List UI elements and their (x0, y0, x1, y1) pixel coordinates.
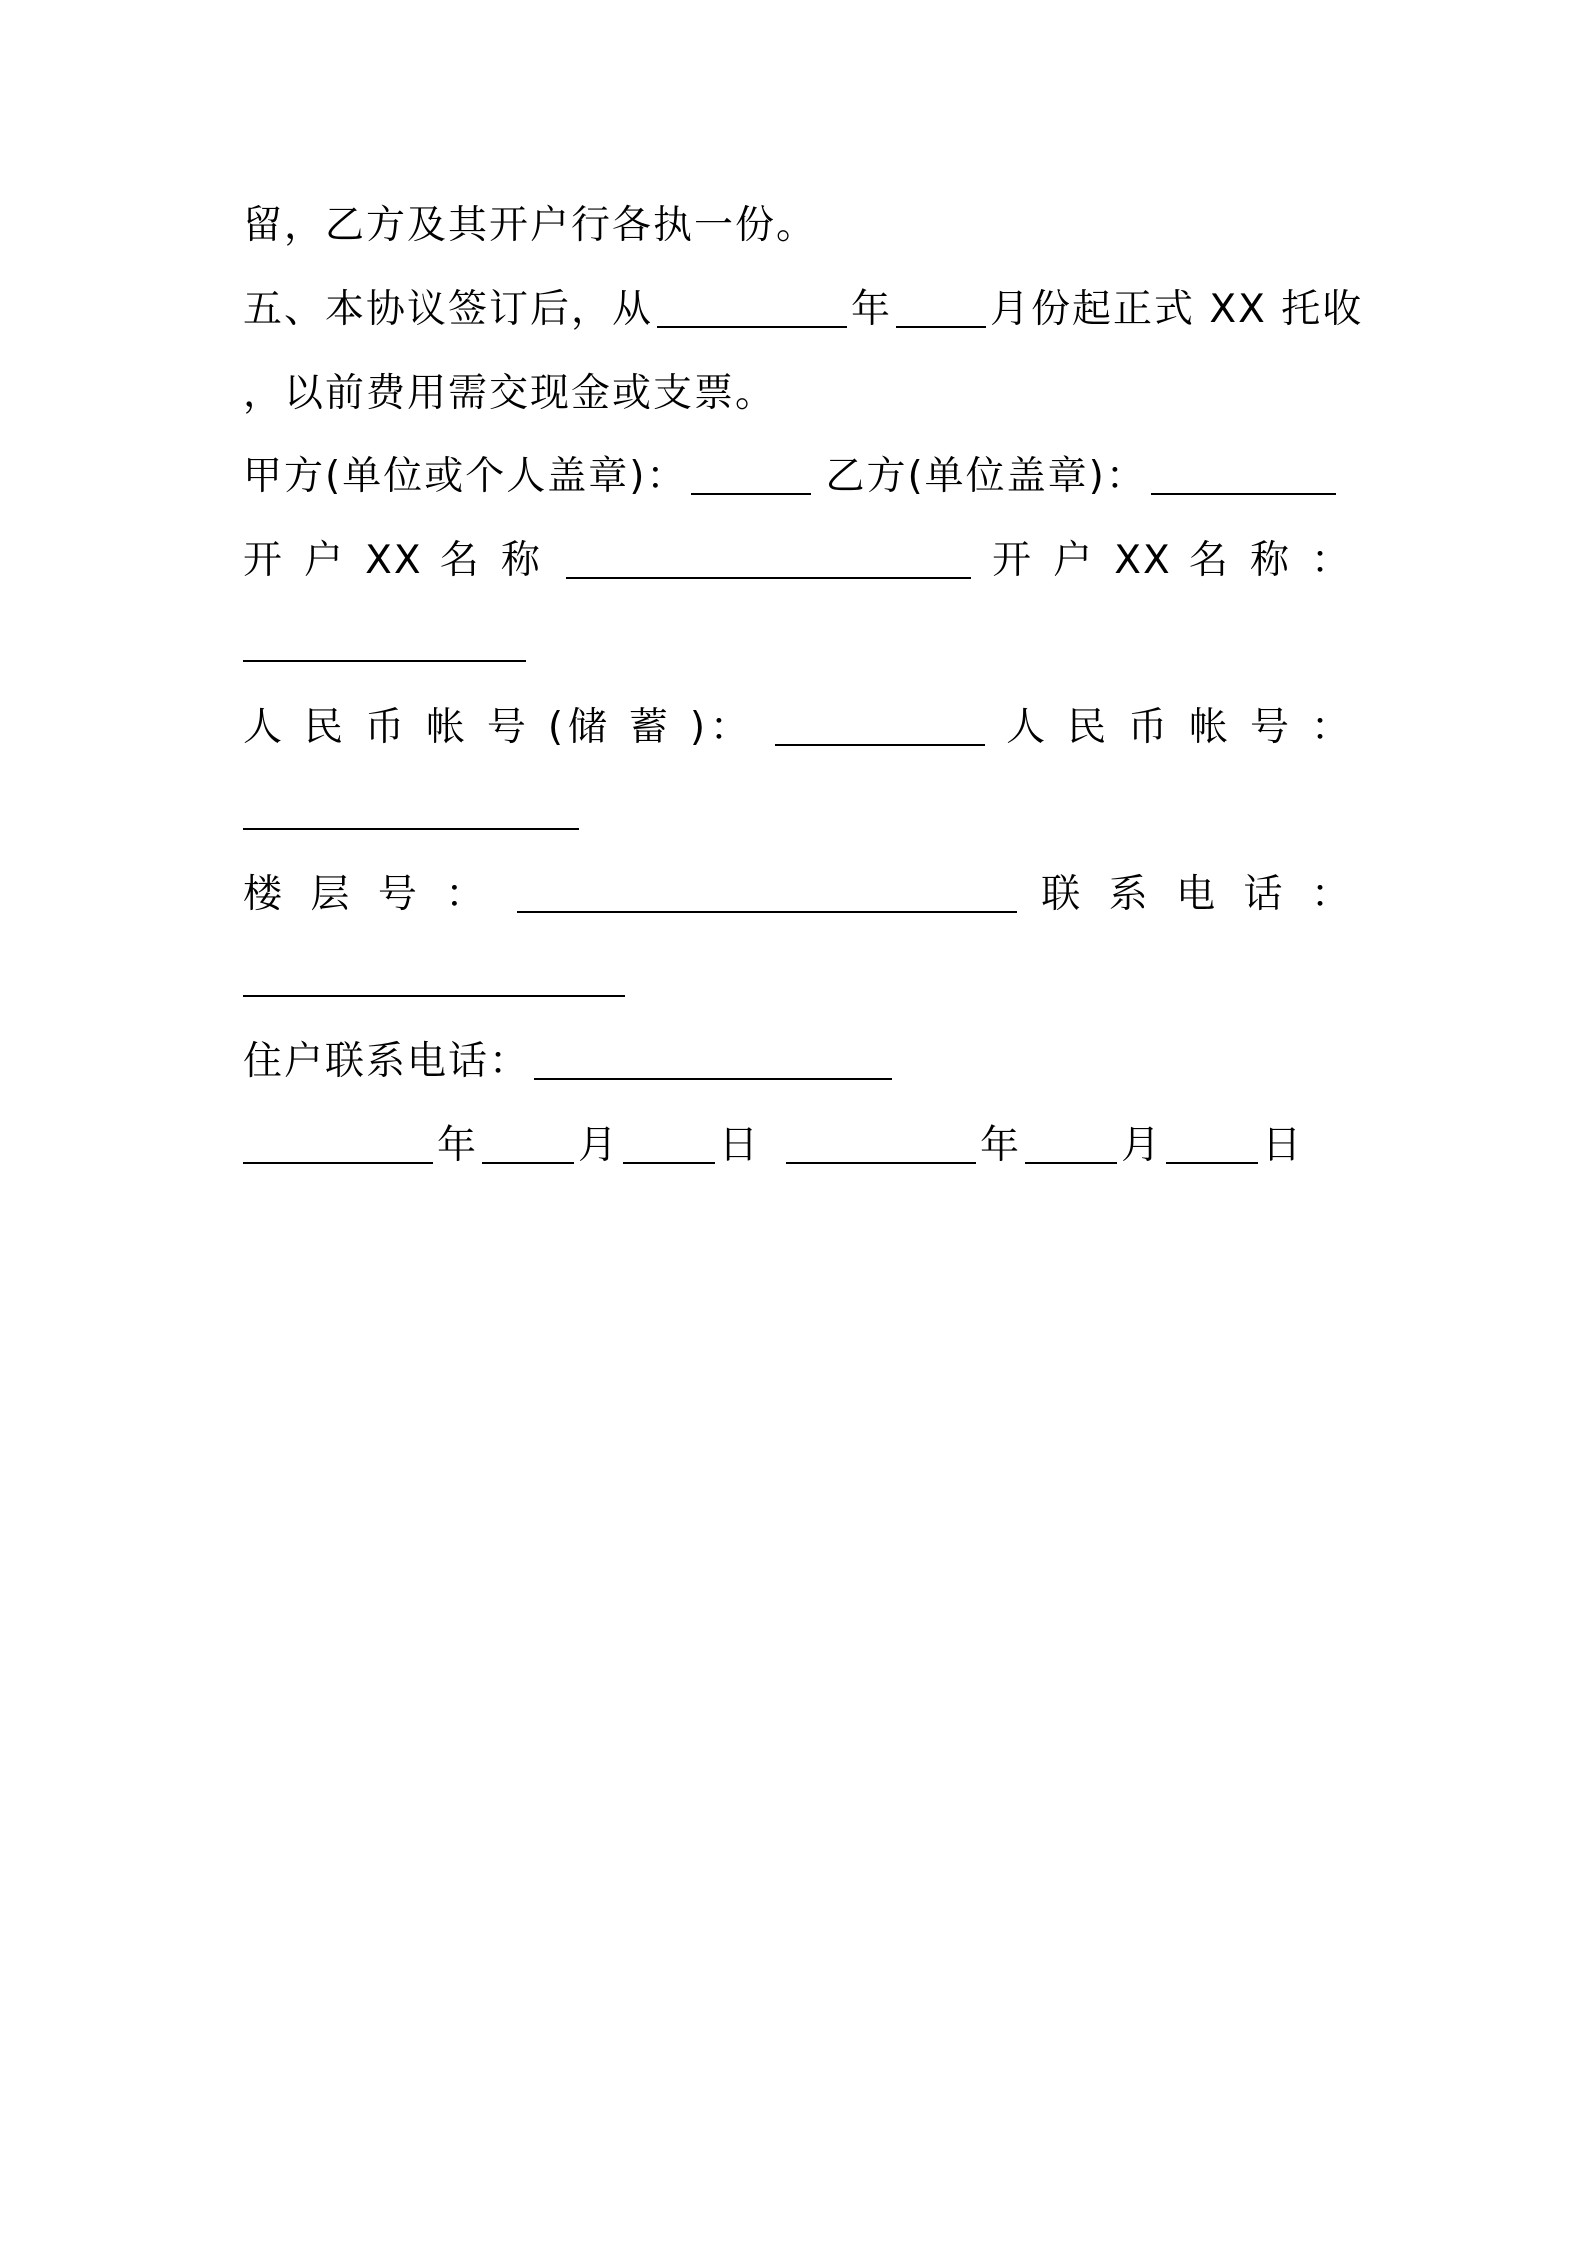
party-a-blank[interactable] (691, 457, 811, 495)
party-a-label: 甲方(单位或个人盖章)： (243, 454, 688, 499)
date-b-month-blank[interactable] (1025, 1126, 1117, 1164)
party-b-blank[interactable] (1151, 457, 1336, 495)
phone-label: 联 系 电 话 ： (1041, 872, 1352, 917)
date-b-month-label: 月 (1121, 1123, 1163, 1168)
party-a-account-blank[interactable] (775, 708, 985, 746)
date-a-year-label: 年 (437, 1123, 479, 1168)
floor-blank[interactable] (517, 875, 1017, 913)
party-b-bank-blank[interactable] (243, 624, 526, 662)
date-a-day-label: 日 (719, 1123, 761, 1168)
date-b-day-blank[interactable] (1166, 1126, 1258, 1164)
bank-name-continuation (243, 616, 530, 672)
date-line (243, 1118, 1303, 1174)
party-a-bank-label: 开 户 XX 名 称 (243, 538, 545, 583)
year-label: 年 (851, 287, 893, 332)
date-a-year-blank[interactable] (243, 1126, 433, 1164)
party-b-account-blank[interactable] (243, 792, 579, 830)
date-a-month-blank[interactable] (482, 1126, 574, 1164)
text-line-3: ，以前费用需交现金或支票。 (243, 371, 777, 416)
clause-five-prefix: 五、本协议签订后，从 (243, 287, 654, 332)
month-from-label: 月份起正式 XX 托收 (990, 287, 1364, 332)
start-year-blank[interactable] (657, 290, 847, 328)
date-b-year-label: 年 (980, 1123, 1022, 1168)
start-month-blank[interactable] (896, 290, 986, 328)
floor-label: 楼 层 号 ： (243, 872, 493, 917)
account-continuation (243, 784, 583, 840)
bank-name-line (243, 533, 1352, 589)
text-line-1: 留，乙方及其开户行各执一份。 (243, 203, 818, 248)
phone-continuation (243, 951, 629, 1007)
party-b-bank-label: 开 户 XX 名 称 ： (992, 538, 1352, 583)
date-b-day-label: 日 (1262, 1123, 1304, 1168)
party-a-account-label: 人 民 币 帐 号 (储 蓄 )： (243, 705, 754, 750)
party-b-label: 乙方(单位盖章)： (825, 454, 1147, 499)
date-a-day-blank[interactable] (623, 1126, 715, 1164)
floor-phone-line (243, 867, 1352, 923)
phone-blank[interactable] (243, 959, 625, 997)
date-b-year-blank[interactable] (786, 1126, 976, 1164)
text-line-2 (243, 282, 1363, 338)
account-line (243, 700, 1352, 756)
date-a-month-label: 月 (578, 1123, 620, 1168)
resident-phone-blank[interactable] (534, 1042, 892, 1080)
party-a-bank-blank[interactable] (566, 541, 971, 579)
party-b-account-label: 人 民 币 帐 号 ： (1006, 705, 1352, 750)
resident-phone-line (243, 1034, 896, 1090)
signature-line (243, 449, 1340, 505)
resident-phone-label: 住户联系电话： (243, 1039, 531, 1084)
